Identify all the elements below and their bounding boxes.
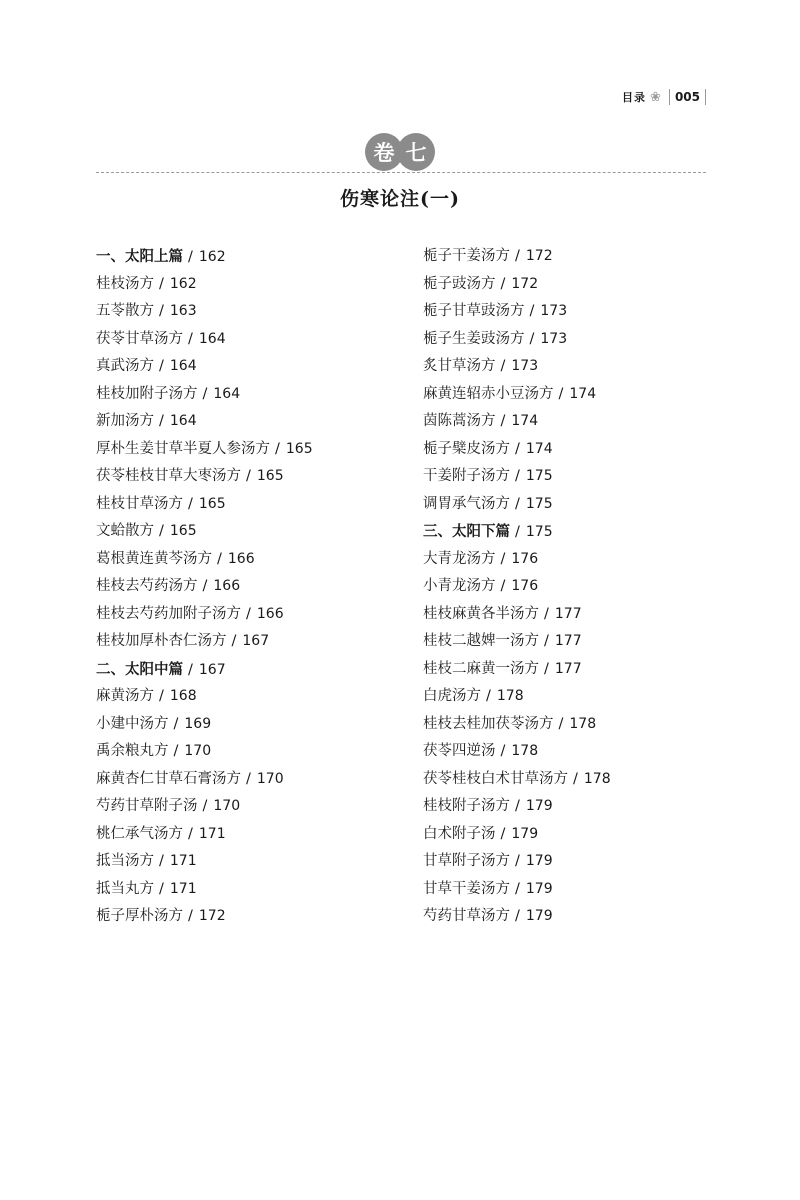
toc-entry[interactable]	[423, 656, 611, 684]
toc-entry-title: 桂枝麻黄各半汤方	[423, 605, 539, 622]
toc-entry-separator: /	[515, 495, 520, 512]
toc-entry-page: 179	[525, 908, 553, 924]
toc-entry-page: 173	[540, 303, 568, 319]
toc-entry[interactable]	[96, 381, 313, 409]
toc-entry-separator: /	[202, 385, 208, 402]
toc-entry-title: 调胃承气汤方	[423, 495, 510, 512]
toc-entry-page: 164	[198, 330, 226, 347]
toc-entry-title: 茯苓桂枝甘草大枣汤方	[96, 468, 241, 484]
volume-badge-char: 七	[398, 134, 434, 170]
toc-entry-page: 164	[169, 413, 197, 429]
toc-entry-separator: /	[159, 688, 164, 704]
toc-entry-page: 178	[511, 743, 539, 759]
toc-entry-page: 162	[169, 275, 197, 292]
toc-entry-separator: /	[544, 660, 549, 677]
toc-entry-separator: /	[529, 330, 535, 347]
toc-entry-title: 芍药甘草汤方	[423, 908, 510, 924]
toc-entry-page: 178	[583, 770, 611, 787]
toc-entry-title: 炙甘草汤方	[423, 358, 496, 374]
toc-entry-page: 164	[213, 385, 241, 402]
toc-entry-separator: /	[246, 770, 251, 787]
toc-entry-separator: /	[159, 413, 164, 429]
toc-entry-separator: /	[515, 880, 520, 897]
toc-entry-title: 一、太阳上篇	[96, 248, 183, 265]
toc-entry[interactable]	[423, 876, 611, 904]
toc-entry-title: 真武汤方	[96, 358, 154, 374]
toc-entry-page: 179	[525, 853, 553, 869]
toc-entry-title: 桂枝去芍药汤方	[96, 578, 198, 594]
toc-entry-title: 小青龙汤方	[423, 578, 496, 594]
toc-entry-separator: /	[159, 523, 164, 539]
toc-entry-title: 桂枝加附子汤方	[96, 385, 198, 402]
toc-entry-title: 桂枝去桂加茯苓汤方	[423, 715, 554, 732]
toc-entry-separator: /	[544, 605, 549, 622]
toc-entry-title: 桃仁承气汤方	[96, 825, 183, 842]
toc-entry-separator: /	[500, 743, 506, 759]
toc-entry[interactable]	[423, 848, 611, 876]
toc-entry-title: 茯苓桂枝白术甘草汤方	[423, 770, 568, 787]
toc-entry[interactable]	[96, 573, 313, 601]
toc-entry[interactable]	[96, 518, 313, 546]
toc-entry-separator: /	[558, 715, 564, 732]
toc-entry[interactable]	[423, 271, 611, 299]
toc-entry-separator: /	[159, 358, 164, 374]
page-number: 005	[674, 90, 700, 104]
toc-entry-separator: /	[515, 524, 520, 540]
toc-section-heading[interactable]	[96, 656, 313, 684]
toc-entry[interactable]	[96, 711, 313, 739]
toc-entry-separator: /	[159, 275, 164, 292]
toc-entry-title: 桂枝去芍药加附子汤方	[96, 605, 241, 622]
toc-entry-page: 173	[540, 330, 568, 347]
toc-entry-title: 栀子干姜汤方	[423, 248, 510, 264]
toc-entry[interactable]	[423, 353, 611, 381]
toc-entry-separator: /	[159, 853, 164, 869]
toc-entry-page: 164	[169, 358, 197, 374]
toc-entry-separator: /	[500, 578, 506, 594]
toc-entry-title: 干姜附子汤方	[423, 468, 510, 484]
toc-entry-title: 禹余粮丸方	[96, 743, 169, 759]
toc-entry-title: 栀子生姜豉汤方	[423, 330, 525, 347]
toc-entry-separator: /	[515, 468, 520, 484]
toc-entry-page: 167	[198, 661, 226, 678]
toc-entry-page: 176	[511, 550, 539, 567]
toc-left-column	[96, 243, 313, 931]
toc-entry-title: 文蛤散方	[96, 523, 154, 539]
toc-entry-separator: /	[558, 385, 564, 402]
toc-entry[interactable]	[423, 408, 611, 436]
toc-entry-page: 171	[169, 880, 197, 897]
toc-entry-page: 174	[511, 413, 539, 429]
toc-entry[interactable]	[423, 436, 611, 464]
toc-entry-title: 五苓散方	[96, 303, 154, 319]
toc-entry-page: 175	[525, 524, 553, 540]
toc-entry-separator: /	[500, 275, 506, 292]
toc-entry-page: 176	[511, 578, 539, 594]
toc-entry-separator: /	[159, 880, 164, 897]
toc-entry-title: 茯苓甘草汤方	[96, 330, 183, 347]
toc-entry-page: 172	[511, 275, 539, 292]
toc-entry-separator: /	[275, 440, 280, 457]
toc-entry-separator: /	[202, 578, 208, 594]
toc-entry[interactable]	[423, 903, 611, 931]
toc-entry[interactable]	[96, 271, 313, 299]
toc-entry[interactable]	[96, 903, 313, 931]
toc-entry-separator: /	[231, 633, 237, 649]
toc-entry-title: 小建中汤方	[96, 715, 169, 732]
toc-entry-page: 170	[213, 798, 241, 814]
toc-entry-page: 173	[511, 358, 539, 374]
toc-entry[interactable]	[423, 381, 611, 409]
toc-entry-page: 178	[496, 688, 524, 704]
toc-entry-separator: /	[202, 798, 208, 814]
chapter-title: 伤寒论注(一)	[340, 188, 460, 210]
toc-right-column	[423, 243, 611, 931]
toc-entry-title: 麻黄汤方	[96, 688, 154, 704]
header-divider	[669, 89, 670, 105]
toc-entry-separator: /	[544, 633, 549, 649]
toc-entry-separator: /	[515, 853, 520, 869]
toc-entry-page: 172	[198, 908, 226, 924]
toc-entry-page: 171	[198, 825, 226, 842]
toc-entry-page: 165	[198, 495, 226, 512]
volume-badge-char: 卷	[366, 134, 402, 170]
toc-entry-title: 甘草干姜汤方	[423, 880, 510, 897]
toc-entry-title: 芍药甘草附子汤	[96, 798, 198, 814]
toc-entry[interactable]	[96, 628, 313, 656]
toc-entry-title: 桂枝附子汤方	[423, 798, 510, 814]
toc-entry-title: 白虎汤方	[423, 688, 481, 704]
toc-entry-separator: /	[515, 908, 520, 924]
toc-entry-title: 栀子豉汤方	[423, 275, 496, 292]
toc-entry[interactable]	[423, 711, 611, 739]
toc-entry-page: 163	[169, 303, 197, 319]
toc-entry[interactable]	[96, 463, 313, 491]
toc-entry-separator: /	[173, 743, 179, 759]
toc-entry[interactable]	[96, 821, 313, 849]
toc-entry-page: 179	[525, 798, 553, 814]
toc-entry-page: 172	[525, 248, 553, 264]
toc-entry-page: 179	[525, 880, 553, 897]
toc-entry-title: 大青龙汤方	[423, 550, 496, 567]
toc-entry-page: 170	[256, 770, 284, 787]
toc-entry-title: 桂枝加厚朴杏仁汤方	[96, 633, 227, 649]
toc-entry[interactable]	[423, 463, 611, 491]
toc-entry-title: 葛根黄连黄芩汤方	[96, 550, 212, 567]
toc-entry-page: 162	[198, 249, 226, 265]
toc-entry-separator: /	[159, 303, 164, 319]
toc-entry-page: 166	[256, 605, 284, 622]
toc-entry-page: 175	[525, 495, 553, 512]
toc-entry-separator: /	[515, 440, 520, 457]
toc-entry[interactable]	[423, 601, 611, 629]
toc-entry[interactable]	[96, 766, 313, 794]
toc-entry-page: 177	[554, 605, 582, 622]
toc-entry-page: 165	[285, 440, 313, 457]
toc-entry[interactable]	[423, 491, 611, 519]
dashed-divider	[96, 172, 706, 173]
toc-entry[interactable]	[96, 848, 313, 876]
toc-entry-title: 桂枝汤方	[96, 275, 154, 292]
toc-entry-separator: /	[529, 303, 535, 319]
toc-entry-page: 170	[184, 743, 212, 759]
toc-entry-separator: /	[217, 550, 222, 567]
toc-entry[interactable]	[423, 766, 611, 794]
toc-entry-title: 栀子厚朴汤方	[96, 908, 183, 924]
toc-entry[interactable]	[96, 876, 313, 904]
toc-entry[interactable]	[96, 601, 313, 629]
toc-entry[interactable]	[96, 546, 313, 574]
toc-entry-separator: /	[188, 249, 193, 265]
toc-entry[interactable]	[96, 738, 313, 766]
flower-ornament-icon: ❀	[650, 89, 661, 105]
toc-entry[interactable]	[423, 738, 611, 766]
toc-entry[interactable]	[96, 793, 313, 821]
toc-entry[interactable]	[96, 491, 313, 519]
toc-entry[interactable]	[96, 298, 313, 326]
toc-entry-page: 168	[169, 688, 197, 704]
toc-entry-page: 177	[554, 660, 582, 677]
toc-entry-title: 白术附子汤	[423, 825, 496, 842]
toc-section-heading[interactable]	[423, 518, 611, 546]
toc-entry-title: 麻黄杏仁甘草石膏汤方	[96, 770, 241, 787]
toc-entry[interactable]	[96, 683, 313, 711]
toc-entry-separator: /	[500, 413, 506, 429]
toc-entry-separator: /	[188, 330, 193, 347]
toc-entry-page: 178	[569, 715, 597, 732]
toc-entry-title: 桂枝甘草汤方	[96, 495, 183, 512]
toc-entry[interactable]	[423, 243, 611, 271]
toc-entry-title: 茯苓四逆汤	[423, 743, 496, 759]
toc-entry-page: 165	[256, 468, 284, 484]
toc-entry-separator: /	[188, 495, 193, 512]
toc-entry-page: 166	[227, 550, 255, 567]
toc-entry-separator: /	[515, 798, 520, 814]
running-header	[622, 88, 706, 106]
toc-entry[interactable]	[423, 573, 611, 601]
toc-entry[interactable]	[423, 628, 611, 656]
toc-entry-title: 抵当汤方	[96, 853, 154, 869]
toc-entry-separator: /	[246, 468, 251, 484]
toc-entry-separator: /	[246, 605, 251, 622]
header-divider	[705, 89, 706, 105]
volume-badge	[363, 133, 437, 171]
toc-entry-page: 174	[569, 385, 597, 402]
toc-entry[interactable]	[96, 408, 313, 436]
toc-entry-title: 新加汤方	[96, 413, 154, 429]
toc-entry-separator: /	[188, 908, 193, 924]
toc-entry-page: 165	[169, 523, 197, 539]
toc-entry-separator: /	[188, 661, 193, 678]
toc-entry[interactable]	[423, 793, 611, 821]
toc-entry-title: 茵陈蒿汤方	[423, 413, 496, 429]
toc-entry-title: 二、太阳中篇	[96, 660, 183, 678]
toc-entry[interactable]	[423, 546, 611, 574]
toc-entry-title: 抵当丸方	[96, 880, 154, 897]
toc-entry-title: 厚朴生姜甘草半夏人参汤方	[96, 440, 270, 457]
toc-entry-title: 桂枝二越婢一汤方	[423, 633, 539, 649]
header-section-title: 目录	[622, 91, 647, 104]
toc-entry-separator: /	[500, 825, 506, 842]
toc-entry-separator: /	[173, 715, 179, 732]
toc-entry-title: 三、太阳下篇	[423, 523, 510, 540]
toc-entry-title: 甘草附子汤方	[423, 853, 510, 869]
toc-section-heading[interactable]	[96, 243, 313, 271]
toc-entry-page: 167	[242, 633, 270, 649]
toc-entry-page: 179	[511, 825, 539, 842]
toc-entry-page: 169	[184, 715, 212, 732]
toc-entry-title: 麻黄连轺赤小豆汤方	[423, 385, 554, 402]
toc-entry-separator: /	[188, 825, 193, 842]
toc-entry-separator: /	[573, 770, 578, 787]
toc-entry-page: 171	[169, 853, 197, 869]
toc-entry-page: 166	[213, 578, 241, 594]
toc-entry-separator: /	[515, 248, 520, 264]
toc-entry[interactable]	[423, 298, 611, 326]
toc-entry-title: 栀子檗皮汤方	[423, 440, 510, 457]
toc-entry[interactable]	[423, 683, 611, 711]
toc-entry-separator: /	[500, 358, 506, 374]
toc-entry-page: 174	[525, 440, 553, 457]
toc-entry-title: 栀子甘草豉汤方	[423, 303, 525, 319]
toc-entry[interactable]	[423, 326, 611, 354]
toc-entry[interactable]	[96, 353, 313, 381]
toc-entry[interactable]	[96, 326, 313, 354]
toc-entry-title: 桂枝二麻黄一汤方	[423, 660, 539, 677]
toc-entry-separator: /	[500, 550, 506, 567]
toc-entry[interactable]	[96, 436, 313, 464]
toc-entry-page: 177	[554, 633, 582, 649]
toc-entry-page: 175	[525, 468, 553, 484]
toc-entry-separator: /	[486, 688, 491, 704]
toc-entry[interactable]	[423, 821, 611, 849]
